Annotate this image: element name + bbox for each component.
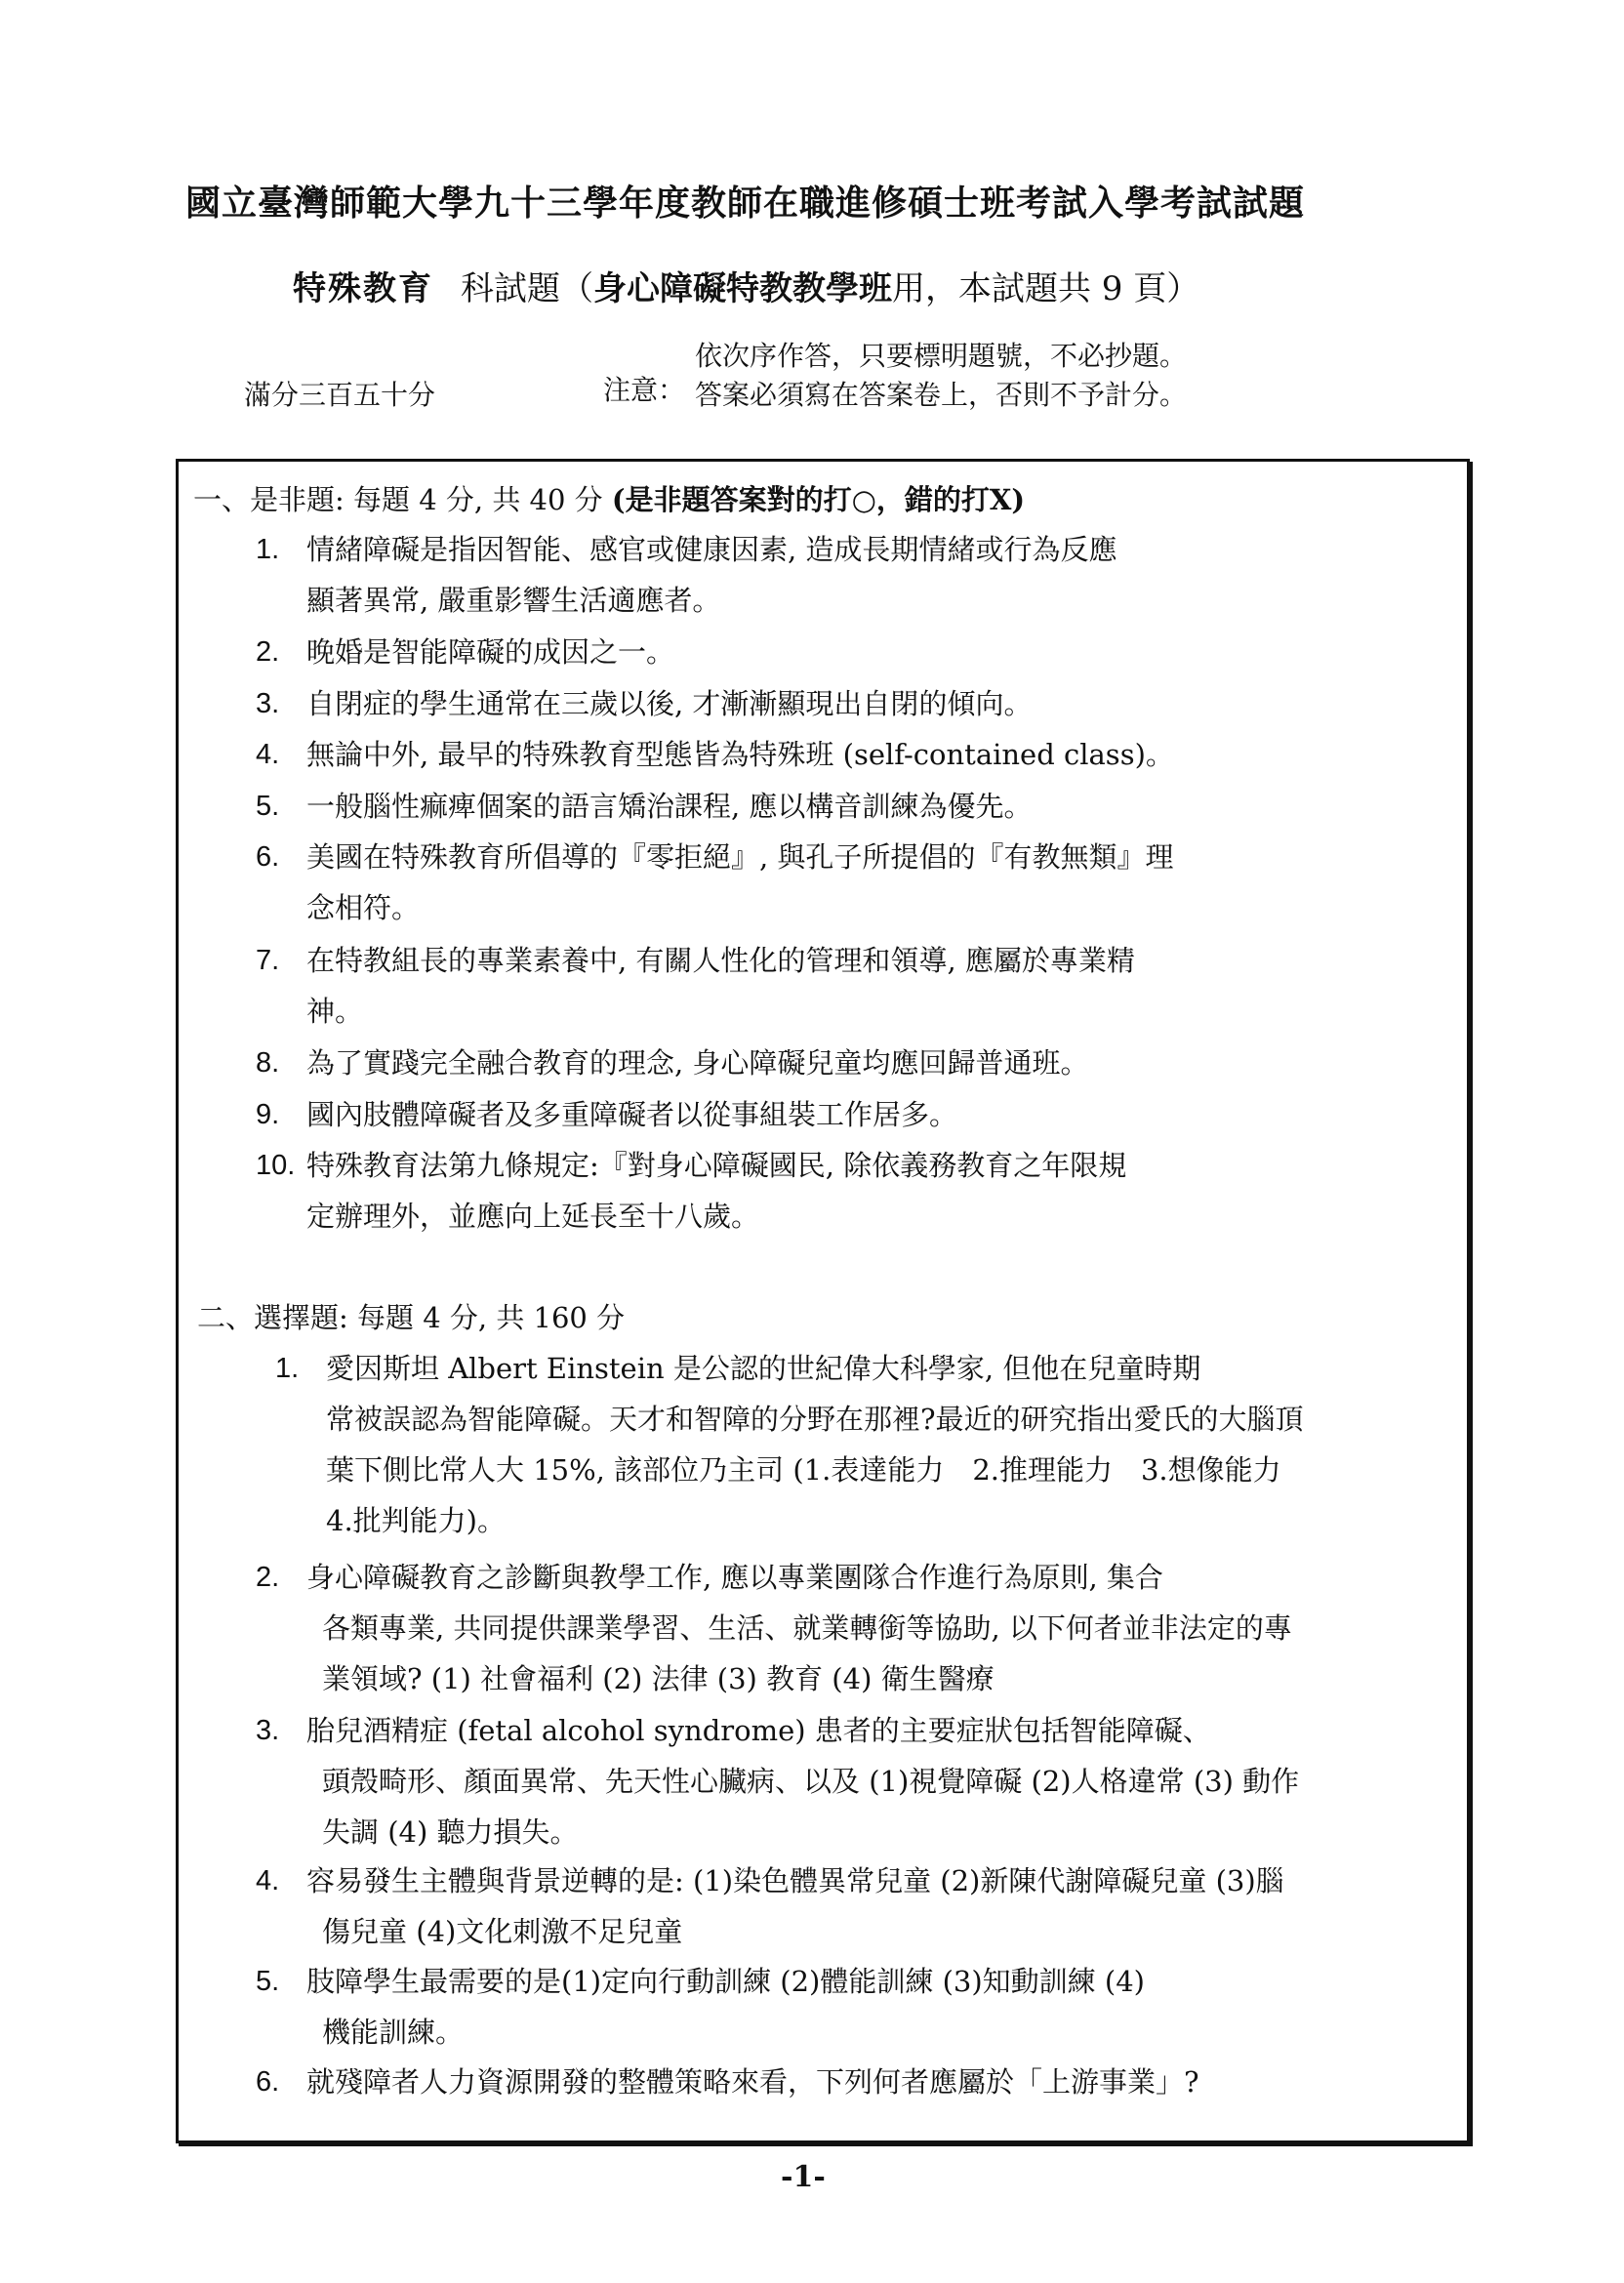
question-text-cont: 葉下側比常人大 15%, 該部位乃主司 (1.表達能力 2.推理能力 3.想像能力 (326, 1453, 1281, 1487)
question-number: 6. (256, 841, 280, 873)
question-text-cont: 4.批判能力)。 (326, 1504, 506, 1537)
class-name: 身心障礙特教教學班 (593, 269, 892, 308)
question-text-cont: 神。 (306, 995, 364, 1028)
question-text: 容易發生主體與背景逆轉的是: (1)染色體異常兒童 (2)新陳代謝障礙兒童 (3)腦 (306, 1864, 1284, 1897)
question-text-cont: 常被誤認為智能障礙。天才和智障的分野在那裡?最近的研究指出愛氏的大腦頂 (326, 1403, 1304, 1436)
question-number: 1. (275, 1353, 300, 1384)
question-text: 國內肢體障礙者及多重障礙者以從事組裝工作居多。 (306, 1098, 958, 1131)
question-number: 2. (256, 1562, 280, 1593)
subject-suffix: 科試題（ (461, 269, 593, 308)
section-true-false-heading (193, 478, 1025, 518)
question-text-cont: 失調 (4) 聽力損失。 (322, 1815, 579, 1849)
question-text-cont: 念相符。 (306, 891, 421, 924)
question-text: 愛因斯坦 Albert Einstein 是公認的世紀偉大科學家, 但他在兒童時期 (326, 1352, 1201, 1385)
section-multiple-choice-heading (197, 1296, 625, 1336)
exam-subtitle (293, 262, 1366, 309)
question-number: 5. (256, 1966, 280, 1997)
question-number: 4. (256, 1865, 280, 1896)
question-number: 5. (256, 791, 280, 822)
question-text: 無論中外, 最早的特殊教育型態皆為特殊班 (self-contained class)。 (306, 738, 1174, 771)
pages-info: 用，本試題共 9 頁） (892, 269, 1200, 308)
question-text: 情緒障礙是指因智能、感官或健康因素, 造成長期情緒或行為反應 (306, 533, 1117, 566)
question-text: 美國在特殊教育所倡導的『零拒絕』, 與孔子所提倡的『有教無類』理 (306, 840, 1174, 874)
question-number: 8. (256, 1047, 280, 1079)
question-number: 1. (256, 534, 280, 565)
question-number: 3. (256, 688, 280, 719)
full-score: 滿分三百五十分 (244, 379, 436, 411)
question-text-cont: 頭殼畸形、顏面異常、先天性心臟病、以及 (1)視覺障礙 (2)人格違常 (3) 動作 (322, 1765, 1300, 1798)
question-text: 在特教組長的專業素養中, 有關人性化的管理和領導, 應屬於專業精 (306, 944, 1135, 977)
note-label: 注意： (603, 374, 686, 406)
question-text: 就殘障者人力資源開發的整體策略來看，下列何者應屬於「上游事業」? (306, 2065, 1199, 2099)
question-text: 為了實踐完全融合教育的理念, 身心障礙兒童均應回歸普通班。 (306, 1046, 1089, 1080)
question-number: 6. (256, 2066, 280, 2098)
question-text: 肢障學生最需要的是(1)定向行動訓練 (2)體能訓練 (3)知動訓練 (4) (306, 1965, 1145, 1998)
note-line-1: 依次序作答，只要標明題號，不必抄題。 (695, 340, 1188, 372)
question-number: 9. (256, 1099, 280, 1130)
question-text: 特殊教育法第九條規定:『對身心障礙國民, 除依義務教育之年限規 (306, 1149, 1127, 1182)
note-instructions (695, 337, 1187, 415)
question-text-cont: 機能訓練。 (322, 2016, 465, 2049)
note-line-2: 答案必須寫在答案卷上，否則不予計分。 (695, 379, 1188, 411)
subject-name: 特殊教育 (293, 269, 433, 308)
question-text-cont: 各類專業, 共同提供課業學習、生活、就業轉銜等協助, 以下何者並非法定的專 (322, 1611, 1292, 1645)
question-text: 身心障礙教育之診斷與教學工作, 應以專業團隊合作進行為原則, 集合 (306, 1561, 1163, 1594)
section1-heading: 一、是非題: 每題 4 分, 共 40 分 (193, 483, 603, 516)
question-number: 2. (256, 636, 280, 668)
question-text: 自閉症的學生通常在三歲以後, 才漸漸顯現出自閉的傾向。 (306, 687, 1033, 720)
question-number: 7. (256, 945, 280, 976)
page-number: -1- (781, 2160, 826, 2194)
exam-title: 國立臺灣師範大學九十三學年度教師在職進修碩士班考試入學考試試題 (185, 183, 1306, 224)
question-text: 晚婚是智能障礙的成因之一。 (306, 635, 675, 669)
question-number: 3. (256, 1715, 280, 1746)
question-text: 一般腦性痲痺個案的語言矯治課程, 應以構音訓練為優先。 (306, 790, 1033, 823)
section2-heading: 二、選擇題: 每題 4 分, 共 160 分 (197, 1301, 626, 1334)
question-text-cont: 傷兒童 (4)文化刺激不足兒童 (322, 1915, 683, 1948)
question-number: 4. (256, 739, 280, 770)
question-text-cont: 業領域? (1) 社會福利 (2) 法律 (3) 教育 (4) 衛生醫療 (322, 1662, 995, 1695)
question-text: 胎兒酒精症 (fetal alcohol syndrome) 患者的主要症狀包括智能障礙、 (306, 1714, 1211, 1747)
question-text-cont: 顯著異常, 嚴重影響生活適應者。 (306, 584, 721, 617)
question-number: 10. (256, 1150, 296, 1181)
section1-heading-note: (是非題答案對的打○，錯的打X) (611, 483, 1026, 516)
question-text-cont: 定辦理外，並應向上延長至十八歲。 (306, 1200, 760, 1233)
